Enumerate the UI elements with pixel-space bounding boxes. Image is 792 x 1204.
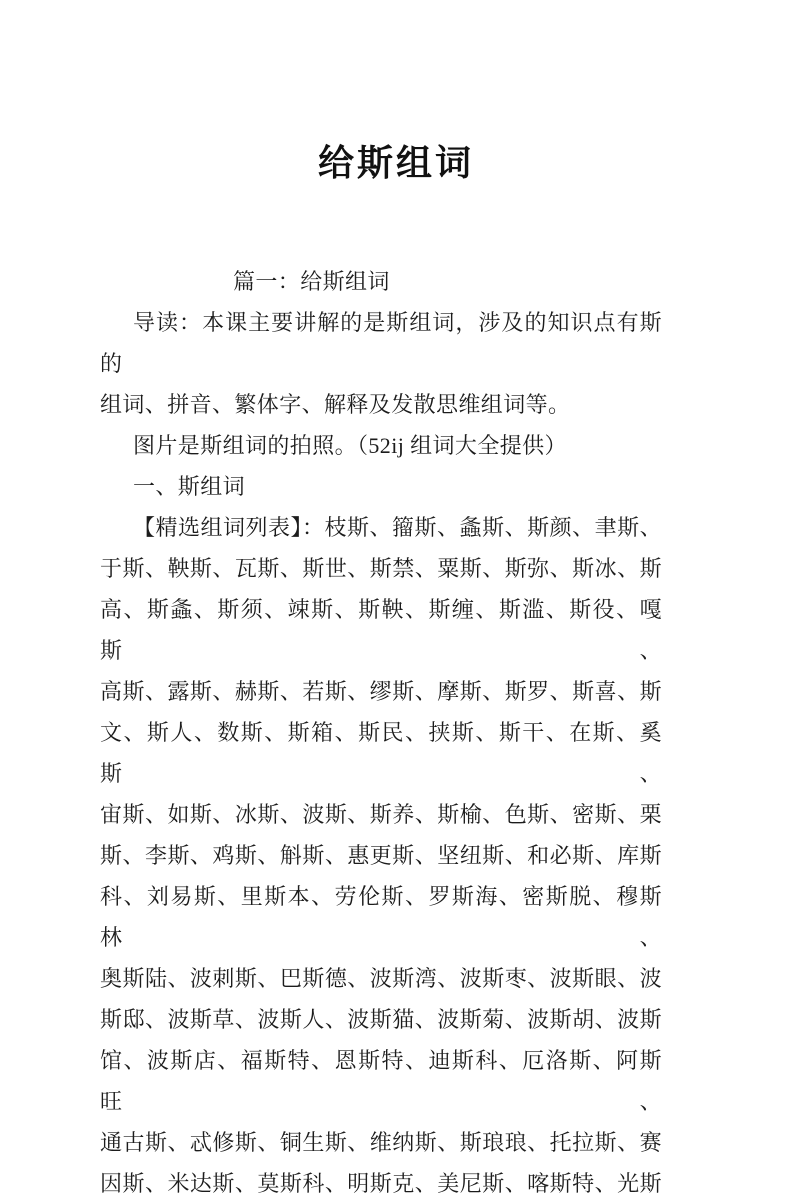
- word-list-line-6: 宙斯、如斯、冰斯、波斯、斯养、斯榆、色斯、密斯、栗: [100, 802, 662, 827]
- word-list-line-4: 高斯、露斯、赫斯、若斯、缪斯、摩斯、斯罗、斯喜、斯: [100, 679, 662, 704]
- word-list-line-13: 因斯、米达斯、莫斯科、明斯克、美尼斯、喀斯特、光斯: [100, 1171, 662, 1196]
- word-list-line-7: 斯、李斯、鸡斯、斛斯、惠更斯、坚纽斯、和必斯、库斯: [100, 843, 662, 868]
- section-heading-one: 一、斯组词: [133, 474, 246, 499]
- word-list-line-1: 【精选组词列表】：枝斯、籀斯、螽斯、斯颜、聿斯、: [133, 515, 662, 540]
- word-list-line-10: 斯邸、波斯草、波斯人、波斯猫、波斯菊、波斯胡、波斯: [100, 1007, 662, 1032]
- word-list-line-11: 馆、波斯店、福斯特、恩斯特、迪斯科、厄洛斯、阿斯旺、: [100, 1048, 662, 1114]
- word-list-line-9: 奥斯陆、波刺斯、巴斯德、波斯湾、波斯枣、波斯眼、波: [100, 966, 662, 991]
- text-line-intro-1: 导读：本课主要讲解的是斯组词，涉及的知识点有斯的: [100, 310, 662, 376]
- document-title: 给斯组词: [317, 143, 474, 183]
- document-body: [0, 185, 792, 1204]
- text-line-photo-note: 图片是斯组词的拍照。（52ij 组词大全提供）: [133, 433, 567, 458]
- word-list-line-2: 于斯、鞅斯、瓦斯、斯世、斯禁、粟斯、斯弥、斯冰、斯: [100, 556, 662, 581]
- part-heading: 篇一：给斯组词: [233, 269, 390, 294]
- word-list-line-3: 高、斯螽、斯须、竦斯、斯鞅、斯缠、斯滥、斯役、嘎斯、: [100, 597, 662, 663]
- word-list-line-8: 科、刘易斯、里斯本、劳伦斯、罗斯海、密斯脱、穆斯林、: [100, 884, 662, 950]
- word-list-line-12: 通古斯、忒修斯、铜生斯、维纳斯、斯琅琅、托拉斯、赛: [100, 1130, 662, 1155]
- word-list-line-5: 文、斯人、数斯、斯箱、斯民、挟斯、斯干、在斯、奚斯、: [100, 720, 662, 786]
- text-line-intro-2: 组词、拼音、繁体字、解释及发散思维组词等。: [100, 392, 571, 417]
